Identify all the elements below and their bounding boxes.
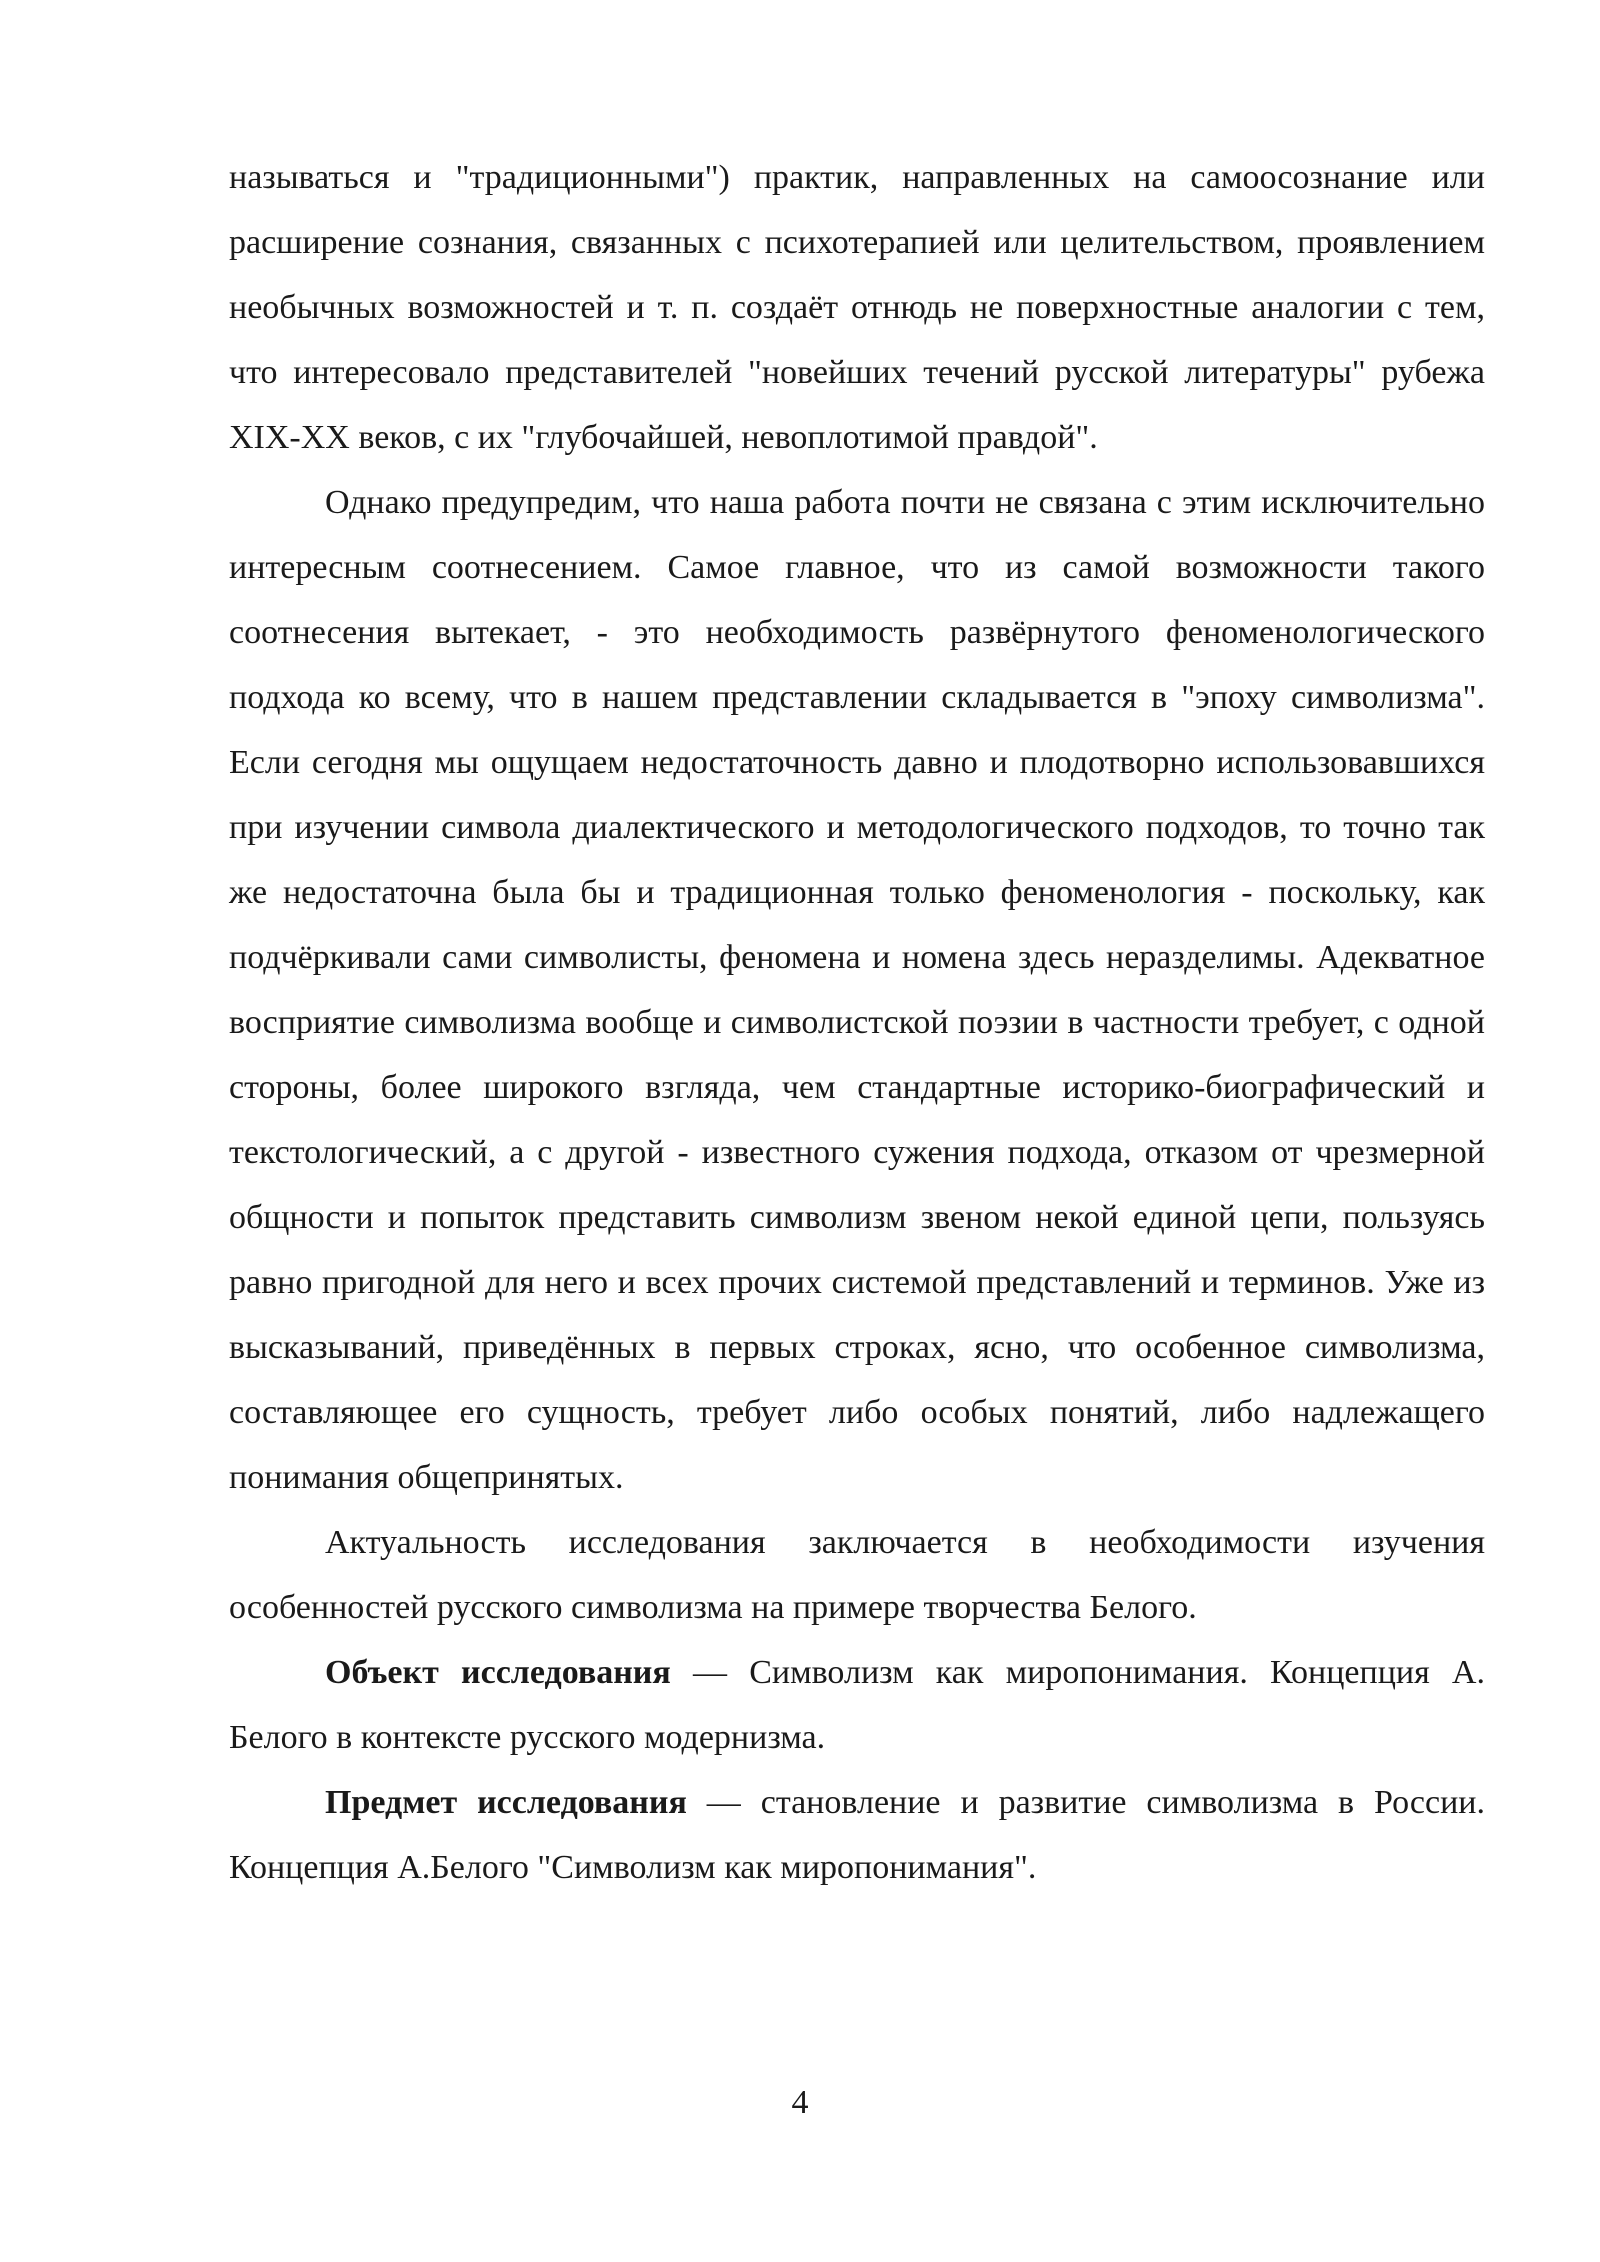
paragraph-continuation	[229, 145, 1485, 470]
body-text	[229, 145, 1485, 1900]
paragraph-text: Актуальность исследования заключается в необходимости изучения особенностей русского символизма на примере творчества Белого.	[229, 1524, 1485, 1626]
object-heading: Объект исследования	[325, 1654, 671, 1691]
paragraph-text: — становление и развитие символизма в России. Концепция А.Белого "Символизм как миропонимания".	[229, 1784, 1485, 1886]
subject-heading: Предмет исследования	[325, 1784, 687, 1821]
paragraph-object	[229, 1640, 1485, 1770]
paragraph-relevance	[229, 1510, 1485, 1640]
paragraph-text: — Символизм как миропонимания. Концепция А. Белого в контексте русского модернизма.	[229, 1654, 1485, 1756]
page-number: 4	[791, 2084, 809, 2121]
paragraph-text: называться и "традиционными") практик, направленных на самоосознание или расширение сознания, связанных с психотерапией или целительством, проявлением необычных возможностей и т. п. создаёт отнюдь не поверхностные аналогии с тем, что интересовало представителей "новейших течений русской литературы" рубежа XIX-XX веков, с их "глубочайшей, невоплотимой правдой".	[229, 159, 1485, 456]
paragraph-subject	[229, 1770, 1485, 1900]
paragraph-text: Однако предупредим, что наша работа почти не связана с этим исключительно интересным соотнесением. Самое главное, что из самой возможности такого соотнесения вытекает, - это необходимость развёрнутого феноменологического подхода ко всему, что в нашем представлении складывается в "эпоху символизма". Если сегодня мы ощущаем недостаточность давно и плодотворно использовавшихся при изучении символа диалектического и методологического подходов, то точно так же недостаточна была бы и традиционная только феноменология - поскольку, как подчёркивали сами символисты, феномена и номена здесь неразделимы. Адекватное восприятие символизма вообще и символистской поэзии в частности требует, с одной стороны, более широкого взгляда, чем стандартные историко-биографический и текстологический, а с другой - известного сужения подхода, отказом от чрезмерной общности и попыток представить символизм звеном некой единой цепи, пользуясь равно пригодной для него и всех прочих системой представлений и терминов. Уже из высказываний, приведённых в первых строках, ясно, что особенное символизма, составляющее его сущность, требует либо особых понятий, либо надлежащего понимания общепринятых.	[229, 484, 1485, 1496]
paragraph-warning	[229, 470, 1485, 1510]
